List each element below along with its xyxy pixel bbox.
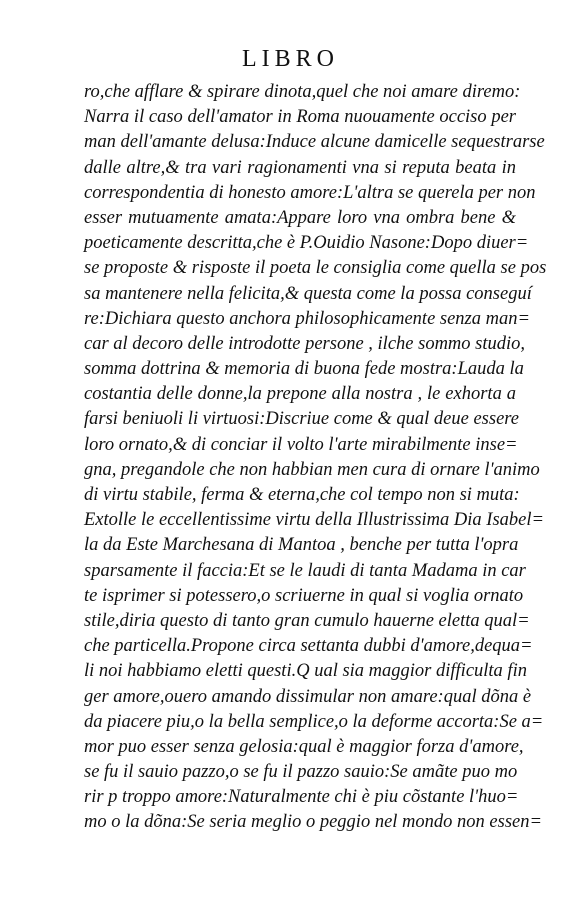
running-head: LIBRO (242, 46, 339, 72)
text-line: mor puo esser senza gelosia:qual è maggior forza d'amore, (84, 736, 524, 757)
text-line: car al decoro delle introdotte persone , ilche sommo studio, (84, 333, 526, 354)
text-line: che particella.Propone circa settanta dubbi d'amore,dequa= (84, 636, 533, 657)
text-line: sa mantenere nella felicita,& questa come la possa conseguí (84, 283, 532, 304)
text-line: Narra il caso dell'amator in Roma nuouamente occiso per (84, 107, 516, 128)
text-line: loro ornato,& di conciar il volto l'arte mirabilmente inse= (84, 434, 518, 455)
text-line: se fu il sauio pazzo,o se fu il pazzo sauio:Se amãte puo mo (84, 762, 518, 783)
text-line: rir p troppo amore:Naturalmente chi è piu cõstante l'huo= (84, 787, 519, 808)
text-line: farsi beniuoli li virtuosi:Discriue come & qual deue essere (84, 409, 520, 430)
text-line: da piacere piu,o la bella semplice,o la deforme accorta:Se a= (84, 711, 544, 732)
text-line: esser mutuamente amata:Appare loro vna ombra bene & (84, 207, 516, 228)
text-line: sparsamente il faccia:Et se le laudi di tanta Madama in car (84, 560, 526, 581)
text-line: Extolle le eccellentissime virtu della Illustrissima Dia Isabel= (84, 510, 544, 531)
text-line: somma dottrina & memoria di buona fede mostra:Lauda la (84, 359, 524, 380)
text-line: la da Este Marchesana di Mantoa , benche per tutta l'opra (84, 535, 519, 556)
text-line: te isprimer si potessero,o scriuerne in qual si voglia ornato (84, 585, 524, 606)
text-line: ger amore,ouero amando dissimular non amare:qual dõna è (84, 686, 532, 707)
text-line: mo o la dõna:Se seria meglio o peggio nel mondo non essen= (84, 812, 542, 833)
text-line: man dell'amante delusa:Induce alcune damicelle sequestrarse (84, 132, 545, 153)
text-line: costantia delle donne,la prepone alla nostra , le exhorta a (84, 384, 516, 405)
text-line: stile,diria questo di tanto gran cumulo hauerne eletta qual= (84, 610, 530, 631)
text-line: correspondentia di honesto amore:L'altra se querela per non (84, 182, 536, 203)
text-line: dalle altre,& tra vari ragionamenti vna si reputa beata in (84, 157, 516, 178)
text-line: di virtu stabile, ferma & eterna,che col tempo non si muta: (84, 485, 520, 505)
text-line: ro,che afflare & spirare dinota,quel che noi amare diremo: (84, 82, 521, 102)
text-line: se proposte & risposte il poeta le consiglia come quella se pos (84, 258, 547, 279)
text-line: re:Dichiara questo anchora philosophicamente senza man= (84, 308, 530, 329)
text-line: li noi habbiamo eletti questi.Q ual sia maggior difficulta fin (84, 661, 527, 682)
text-block (84, 80, 547, 836)
text-line: poeticamente descritta,che è P.Ouidio Nasone:Dopo diuer= (84, 233, 529, 254)
text-line: gna, pregandole che non habbian men cura di ornare l'animo (84, 459, 540, 480)
